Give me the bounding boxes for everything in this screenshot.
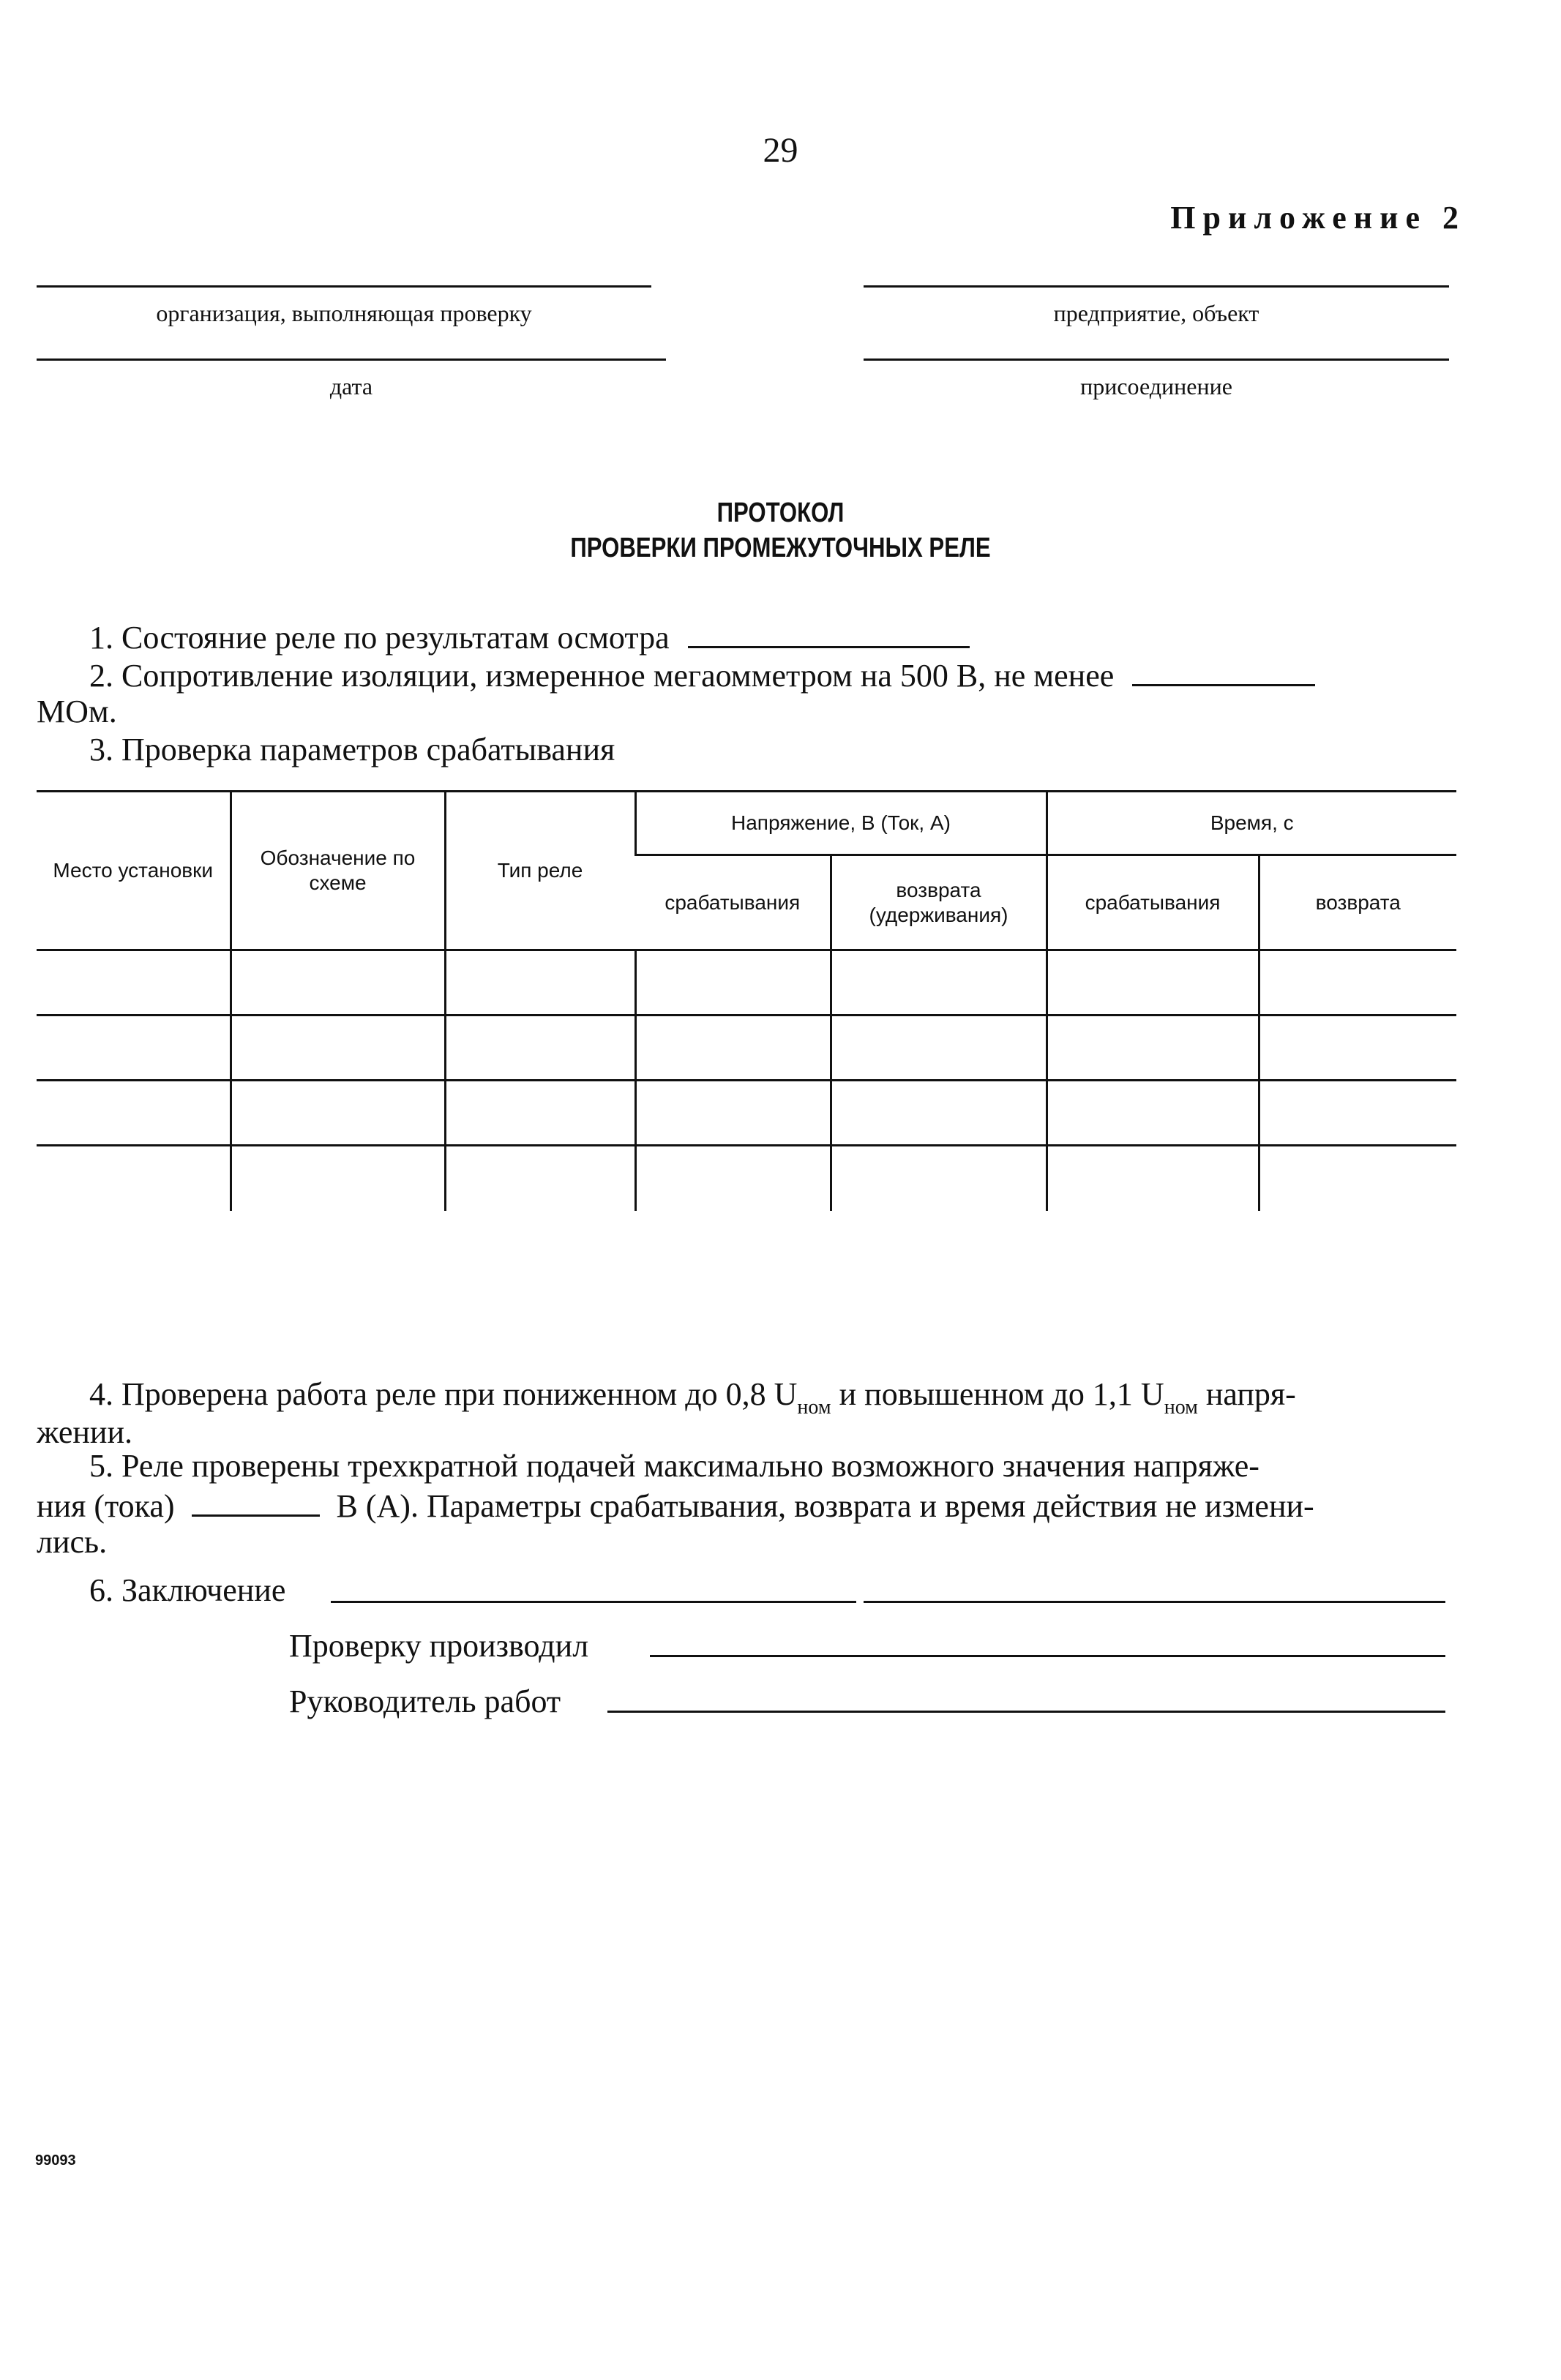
protocol-subtitle: ПРОВЕРКИ ПРОМЕЖУТОЧНЫХ РЕЛЕ bbox=[570, 533, 991, 563]
table-cell[interactable] bbox=[231, 1146, 445, 1211]
table-row bbox=[37, 1146, 1456, 1211]
table-cell[interactable] bbox=[1047, 950, 1259, 1016]
table-cell[interactable] bbox=[635, 1146, 831, 1211]
header-voltage-pickup: срабатывания bbox=[635, 855, 831, 950]
table-cell[interactable] bbox=[635, 1081, 831, 1146]
item-4-text-c: напря- bbox=[1197, 1376, 1296, 1412]
conclusion-field-line-2[interactable] bbox=[864, 1601, 1445, 1603]
item-6: 6. Заключение bbox=[89, 1572, 286, 1608]
enterprise-field-line[interactable] bbox=[864, 285, 1449, 288]
table-cell[interactable] bbox=[445, 1146, 635, 1211]
table-cell[interactable] bbox=[831, 1146, 1047, 1211]
appendix-label: Приложение 2 bbox=[1170, 200, 1466, 236]
date-field-line[interactable] bbox=[37, 358, 666, 361]
table-row bbox=[37, 1081, 1456, 1146]
header-voltage-return: возврата (удерживания) bbox=[831, 855, 1047, 950]
item-3: 3. Проверка параметров срабатывания bbox=[89, 732, 615, 767]
table-cell[interactable] bbox=[231, 950, 445, 1016]
item-4 bbox=[89, 1375, 1296, 1418]
table-cell[interactable] bbox=[37, 1016, 231, 1081]
inspected-by-label: Проверку производил bbox=[289, 1628, 589, 1664]
header-designation: Обозначение по схеме bbox=[231, 792, 445, 950]
supervisor-label: Руководитель работ bbox=[289, 1683, 561, 1719]
table-cell[interactable] bbox=[445, 950, 635, 1016]
item-2-unit: МОм. bbox=[37, 694, 117, 729]
table-cell[interactable] bbox=[37, 1081, 231, 1146]
header-relay-type: Тип реле bbox=[445, 792, 635, 950]
item-4-subscript-1: ном bbox=[797, 1396, 831, 1419]
print-code: 99093 bbox=[35, 2152, 76, 2169]
item-4-text-a: 4. Проверена работа реле при пониженном до 0,8 U bbox=[89, 1376, 798, 1412]
item-1 bbox=[89, 617, 970, 657]
table-cell[interactable] bbox=[831, 1081, 1047, 1146]
table-cell[interactable] bbox=[1259, 1016, 1456, 1081]
table-cell[interactable] bbox=[37, 1146, 231, 1211]
enterprise-caption: предприятие, объект bbox=[1053, 300, 1259, 326]
supervisor-field[interactable] bbox=[607, 1711, 1445, 1713]
item-1-text: 1. Состояние реле по результатам осмотра bbox=[89, 620, 670, 656]
header-time-return: возврата bbox=[1259, 855, 1456, 950]
table-cell[interactable] bbox=[831, 950, 1047, 1016]
item-5-text-b2: В (А). Параметры срабатывания, возврата и время действия не измени- bbox=[336, 1488, 1314, 1524]
protocol-title: ПРОТОКОЛ bbox=[716, 498, 845, 528]
table-cell[interactable] bbox=[1047, 1081, 1259, 1146]
item-2 bbox=[89, 655, 1315, 695]
header-time-pickup: срабатывания bbox=[1047, 855, 1259, 950]
item-5-line-2 bbox=[37, 1485, 1314, 1525]
table-cell[interactable] bbox=[1259, 1081, 1456, 1146]
table-cell[interactable] bbox=[1259, 950, 1456, 1016]
item-1-field[interactable] bbox=[688, 617, 970, 648]
table-row bbox=[37, 1016, 1456, 1081]
table-cell[interactable] bbox=[445, 1016, 635, 1081]
organization-caption: организация, выполняющая проверку bbox=[156, 300, 532, 326]
item-5-text-b1: ния (тока) bbox=[37, 1488, 175, 1524]
page-number: 29 bbox=[763, 131, 798, 170]
item-4-subscript-2: ном bbox=[1164, 1396, 1198, 1419]
item-4-continued: жении. bbox=[37, 1414, 132, 1450]
conclusion-field-line-1[interactable] bbox=[331, 1601, 856, 1603]
table-cell[interactable] bbox=[231, 1016, 445, 1081]
header-time-group: Время, с bbox=[1047, 792, 1456, 855]
table-cell[interactable] bbox=[445, 1081, 635, 1146]
item-4-text-b: и повышенном до 1,1 U bbox=[831, 1376, 1164, 1412]
header-voltage-group: Напряжение, В (Ток, А) bbox=[635, 792, 1047, 855]
connection-caption: присоединение bbox=[1080, 373, 1232, 399]
table-cell[interactable] bbox=[635, 1016, 831, 1081]
table-cell[interactable] bbox=[1259, 1146, 1456, 1211]
table-cell[interactable] bbox=[831, 1016, 1047, 1081]
item-2-field[interactable] bbox=[1132, 655, 1315, 686]
item-5: 5. Реле проверены трехкратной подачей максимально возможного значения напряже- bbox=[89, 1448, 1259, 1484]
table-row bbox=[37, 950, 1456, 1016]
header-location: Место установки bbox=[37, 792, 231, 950]
item-5-continued: лись. bbox=[37, 1524, 108, 1560]
table-cell[interactable] bbox=[37, 950, 231, 1016]
item-5-field[interactable] bbox=[192, 1485, 320, 1517]
date-caption: дата bbox=[329, 373, 373, 399]
table-cell[interactable] bbox=[1047, 1146, 1259, 1211]
table-cell[interactable] bbox=[231, 1081, 445, 1146]
inspected-by-field[interactable] bbox=[650, 1655, 1445, 1657]
organization-field-line[interactable] bbox=[37, 285, 651, 288]
item-2-text: 2. Сопротивление изоляции, измеренное мегаомметром на 500 В, не менее bbox=[89, 658, 1115, 694]
connection-field-line[interactable] bbox=[864, 358, 1449, 361]
relay-parameters-table bbox=[37, 790, 1456, 1211]
table-cell[interactable] bbox=[635, 950, 831, 1016]
table-cell[interactable] bbox=[1047, 1016, 1259, 1081]
